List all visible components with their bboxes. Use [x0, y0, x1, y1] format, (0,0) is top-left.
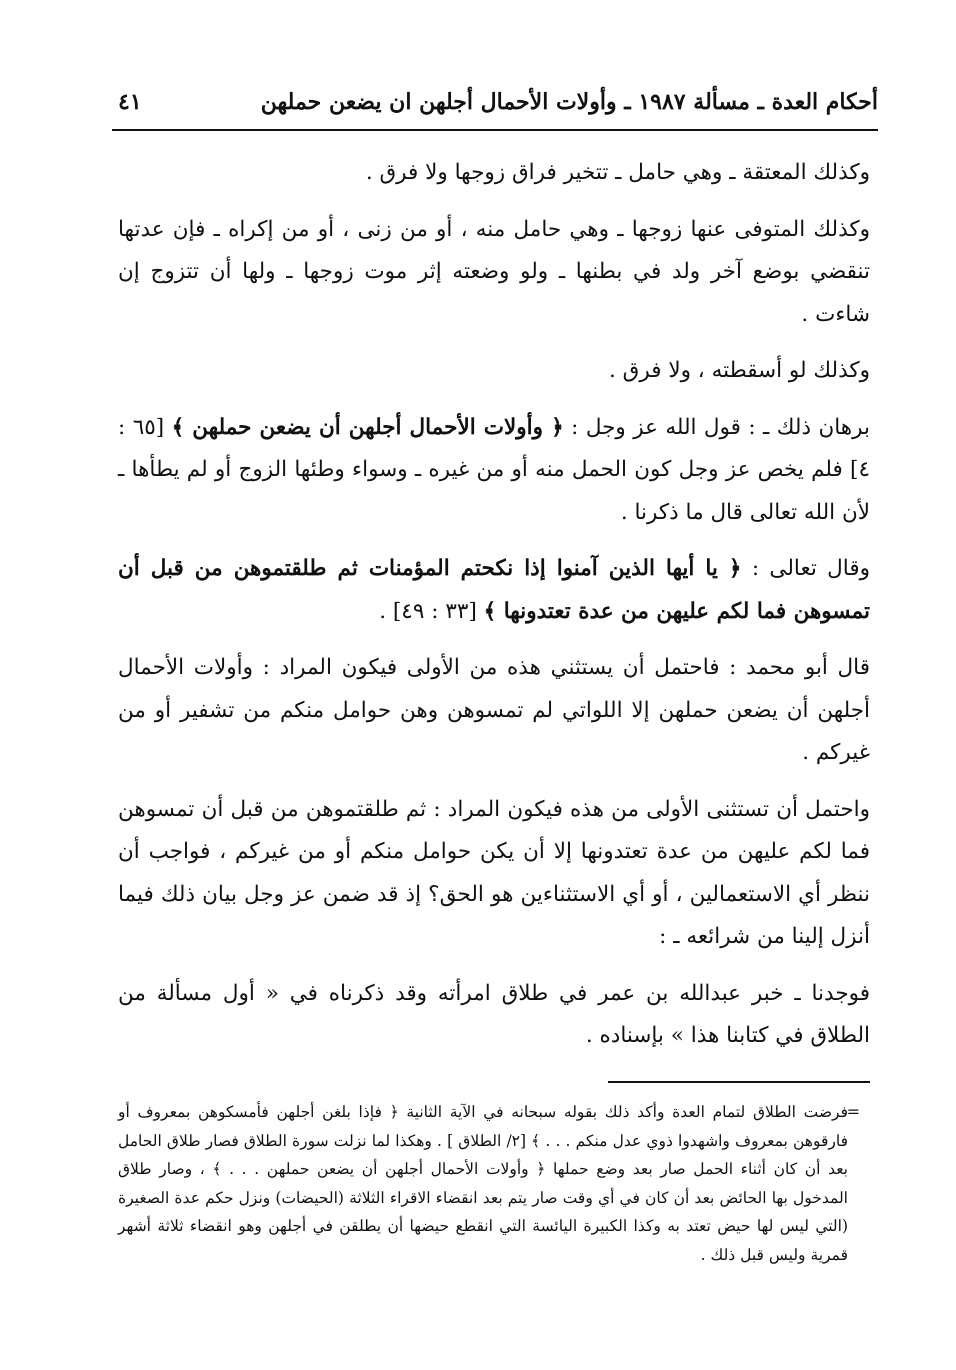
paragraph-5	[118, 548, 870, 633]
paragraph-4-rest: [٦٥ : ٤] فلم يخص عز وجل كون الحمل منه أو من غيره ـ وسواء وطئها الزوج أو لم يطأها ـ لأن الله تعالى قال ما ذكرنا .	[118, 414, 870, 525]
footnote: فرضت الطلاق لتمام العدة وأكد ذلك بقوله سبحانه في الآية الثانية ﴿ فإذا بلغن أجلهن فأمسكوهن بمعروف أو فارقوهن بمعروف واشهدوا ذوي عدل منكم . . . ﴾ [٢/ الطلاق ] . وهكذا لما نزلت سورة الطلاق فصار طلاق الحامل بعد أن كان أثناء الحمل صار بعد وضع حملها ﴿ وأولات الأحمال أجلهن أن يضعن حملهن . . . ﴾ ، وصار طلاق المدخول بها الحائض بعد أن كان في أي وقت صار يتم بعد انقضاء الاقراء الثلاثة (الحيضات) ونزل حكم عدة الصغيرة (التي ليس لها حيض تعتد به وكذا الكبيرة اليائسة التي انقطع حيضها أن يطلقن في أجلهن وهو انقضاء ثلاثة أشهر قمرية وليس قبل ذلك .	[118, 1103, 848, 1264]
paragraph-5-intro: وقال تعالى :	[741, 556, 870, 581]
footnote-divider	[608, 1081, 870, 1083]
paragraph-7: واحتمل أن تستثنى الأولى من هذه فيكون المراد : ثم طلقتموهن من قبل أن تمسوهن فما لكم عليهن من عدة تعتدونها إلا أن يكن حوامل منكم أو من غيركم ، فواجب أن ننظر أي الاستعمالين ، أو أي الاستثناءين هو الحق؟ إذ قد ضمن عز وجل بيان ذلك فيما أنزل إلينا من شرائعه ـ :	[118, 796, 870, 949]
paragraph-8: فوجدنا ـ خبر عبدالله بن عمر في طلاق امرأته وقد ذكرناه في « أول مسألة من الطلاق في كتابنا هذا » بإسناده .	[118, 980, 870, 1048]
paragraph-3: وكذلك لو أسقطته ، ولا فرق .	[609, 358, 870, 383]
page-header	[118, 82, 878, 122]
paragraph-1: وكذلك المعتقة ـ وهي حامل ـ تتخير فراق زوجها ولا فرق .	[365, 160, 870, 185]
footnote-marker: =	[846, 1102, 860, 1121]
paragraph-6: قال أبو محمد : فاحتمل أن يستثني هذه من الأولى فيكون المراد : وأولات الأحمال أجلهن أن يضعن حملهن إلا اللواتي لم تمسوهن وهن حوامل منكم من تشفير أو من غيركم .	[118, 655, 870, 765]
running-title: أحكام العدة ـ مسألة ١٩٨٧ ـ وأولات الأحمال أجلهن ان يضعن حملهن	[260, 89, 878, 115]
paragraph-5-rest: [٣٣ : ٤٩] .	[379, 598, 484, 624]
quran-quote-2: ﴿ يا أيها الذين آمنوا إذا نكحتم المؤمنات ثم طلقتموهن من قبل أن تمسوهن فما لكم عليهن من عدة تعتدونها ﴾	[118, 556, 870, 624]
main-text	[118, 152, 870, 1072]
page-number: ٤١	[118, 89, 142, 115]
quran-quote-1: ﴿ وأولات الأحمال أجلهن أن يضعن حملهن ﴾	[171, 414, 564, 440]
header-divider	[112, 129, 878, 131]
paragraph-4-intro: برهان ذلك ـ : قول الله عز وجل :	[563, 414, 870, 440]
paragraph-2: وكذلك المتوفى عنها زوجها ـ وهي حامل منه ، أو من زنى ، أو من إكراه ـ فإن عدتها تنقضي بوضع آخر ولد في بطنها ـ ولو وضعته إثر موت زوجها ـ ولها أن تتزوج إن شاءت .	[118, 216, 870, 327]
paragraph-4	[118, 407, 870, 535]
